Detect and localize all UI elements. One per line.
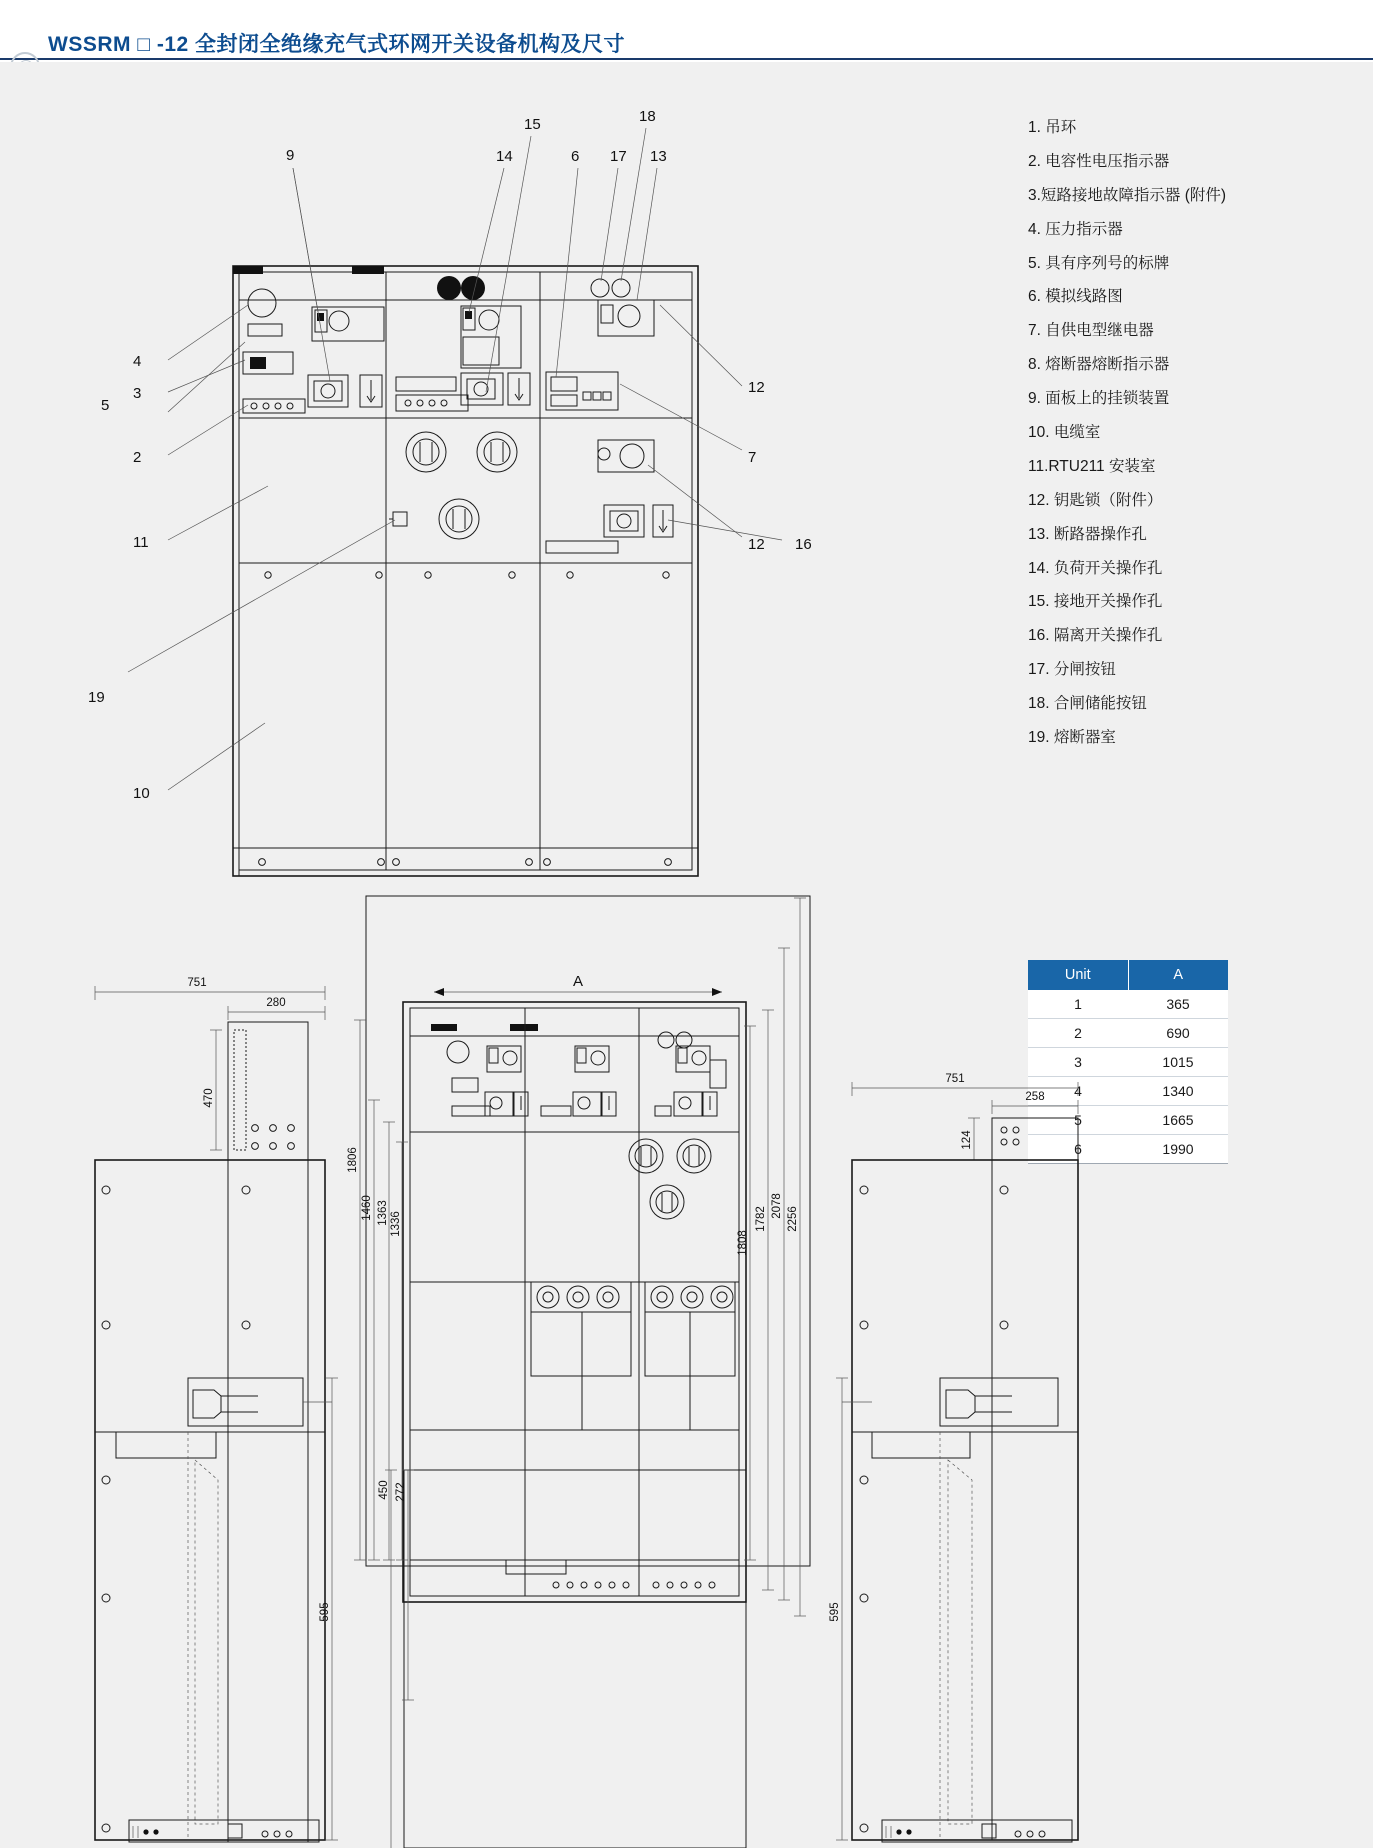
callout-18: 18 bbox=[639, 108, 656, 125]
dim-272: 272 bbox=[395, 1482, 407, 1502]
dim-1336: 1336 bbox=[390, 1211, 402, 1237]
cell-unit: 6 bbox=[1028, 1135, 1128, 1164]
list-item: 15. 接地开关操作孔 bbox=[1028, 593, 1163, 611]
dim-751-right: 751 bbox=[945, 1073, 965, 1085]
callout-16: 16 bbox=[795, 536, 812, 553]
list-item: 5. 具有序列号的标牌 bbox=[1028, 254, 1170, 272]
callout-11: 11 bbox=[133, 534, 149, 551]
cell-unit: 4 bbox=[1028, 1077, 1128, 1106]
cell-a: 365 bbox=[1128, 990, 1228, 1019]
dim-1460: 1460 bbox=[361, 1195, 373, 1221]
dim-595-left: 595 bbox=[319, 1602, 331, 1622]
dim-1782: 1782 bbox=[755, 1206, 767, 1232]
cell-unit: 2 bbox=[1028, 1019, 1128, 1048]
dim-A: A bbox=[572, 973, 584, 990]
dim-1806: 1806 bbox=[347, 1147, 359, 1173]
callout-19: 19 bbox=[88, 689, 105, 706]
right-side-view bbox=[829, 1073, 1078, 1842]
list-item: 6. 模拟线路图 bbox=[1028, 288, 1123, 306]
dim-450: 450 bbox=[378, 1480, 390, 1500]
cell-unit: 5 bbox=[1028, 1106, 1128, 1135]
page-title: WSSRM □ -12 全封闭全绝缘充气式环网开关设备机构及尺寸 bbox=[48, 33, 626, 56]
dim-124: 124 bbox=[961, 1130, 973, 1150]
cell-unit: 3 bbox=[1028, 1048, 1128, 1077]
callout-15: 15 bbox=[524, 116, 541, 133]
dim-280: 280 bbox=[266, 997, 286, 1009]
dim-1363: 1363 bbox=[377, 1200, 389, 1226]
cell-a: 1015 bbox=[1128, 1048, 1228, 1077]
callout-12-bottom: 12 bbox=[748, 536, 765, 553]
list-item: 11.RTU211 安装室 bbox=[1028, 457, 1156, 475]
cell-a: 1340 bbox=[1128, 1077, 1228, 1106]
callout-9: 9 bbox=[286, 147, 295, 164]
list-item: 4. 压力指示器 bbox=[1028, 220, 1123, 238]
front-view bbox=[347, 896, 810, 1848]
callout-12-top: 12 bbox=[748, 379, 765, 396]
list-item: 17. 分闸按钮 bbox=[1028, 661, 1116, 679]
column-header-a: A bbox=[1128, 960, 1228, 990]
list-item: 2. 电容性电压指示器 bbox=[1028, 152, 1170, 170]
column-header-unit: Unit bbox=[1028, 960, 1128, 990]
callout-7: 7 bbox=[748, 449, 757, 466]
left-side-view bbox=[95, 977, 338, 1842]
cell-a: 1990 bbox=[1128, 1135, 1228, 1164]
dim-2078: 2078 bbox=[771, 1193, 783, 1219]
list-item: 12. 钥匙锁（附件） bbox=[1028, 491, 1163, 509]
cell-unit: 1 bbox=[1028, 990, 1128, 1019]
callout-5: 5 bbox=[101, 397, 110, 414]
list-item: 10. 电缆室 bbox=[1028, 424, 1101, 442]
list-item: 13. 断路器操作孔 bbox=[1028, 525, 1147, 543]
callout-14: 14 bbox=[496, 148, 513, 165]
dim-1808: 1808 bbox=[737, 1230, 749, 1256]
dim-751-left: 751 bbox=[187, 977, 207, 989]
callout-17: 17 bbox=[610, 148, 627, 165]
dim-2256: 2256 bbox=[787, 1206, 799, 1232]
dim-595-right: 595 bbox=[829, 1602, 841, 1622]
list-item: 9. 面板上的挂锁装置 bbox=[1028, 390, 1170, 408]
list-item: 7. 自供电型继电器 bbox=[1028, 322, 1154, 340]
list-item: 19. 熔断器室 bbox=[1028, 729, 1116, 747]
cell-a: 1665 bbox=[1128, 1106, 1228, 1135]
callout-2: 2 bbox=[133, 449, 142, 466]
list-item: 3.短路接地故障指示器 (附件) bbox=[1028, 186, 1227, 204]
dim-258: 258 bbox=[1025, 1091, 1045, 1103]
callout-13: 13 bbox=[650, 148, 667, 165]
callout-3: 3 bbox=[133, 385, 142, 402]
list-item: 1. 吊环 bbox=[1028, 119, 1077, 136]
list-item: 14. 负荷开关操作孔 bbox=[1028, 559, 1163, 577]
list-item: 16. 隔离开关操作孔 bbox=[1028, 627, 1163, 645]
list-item: 18. 合闸储能按钮 bbox=[1028, 695, 1147, 713]
cell-a: 690 bbox=[1128, 1019, 1228, 1048]
main-cabinet-view bbox=[88, 108, 812, 876]
callout-4: 4 bbox=[133, 353, 142, 370]
callout-6: 6 bbox=[571, 148, 580, 165]
dim-470: 470 bbox=[203, 1088, 215, 1108]
list-item: 8. 熔断器熔断指示器 bbox=[1028, 356, 1170, 374]
callout-10: 10 bbox=[133, 785, 150, 802]
